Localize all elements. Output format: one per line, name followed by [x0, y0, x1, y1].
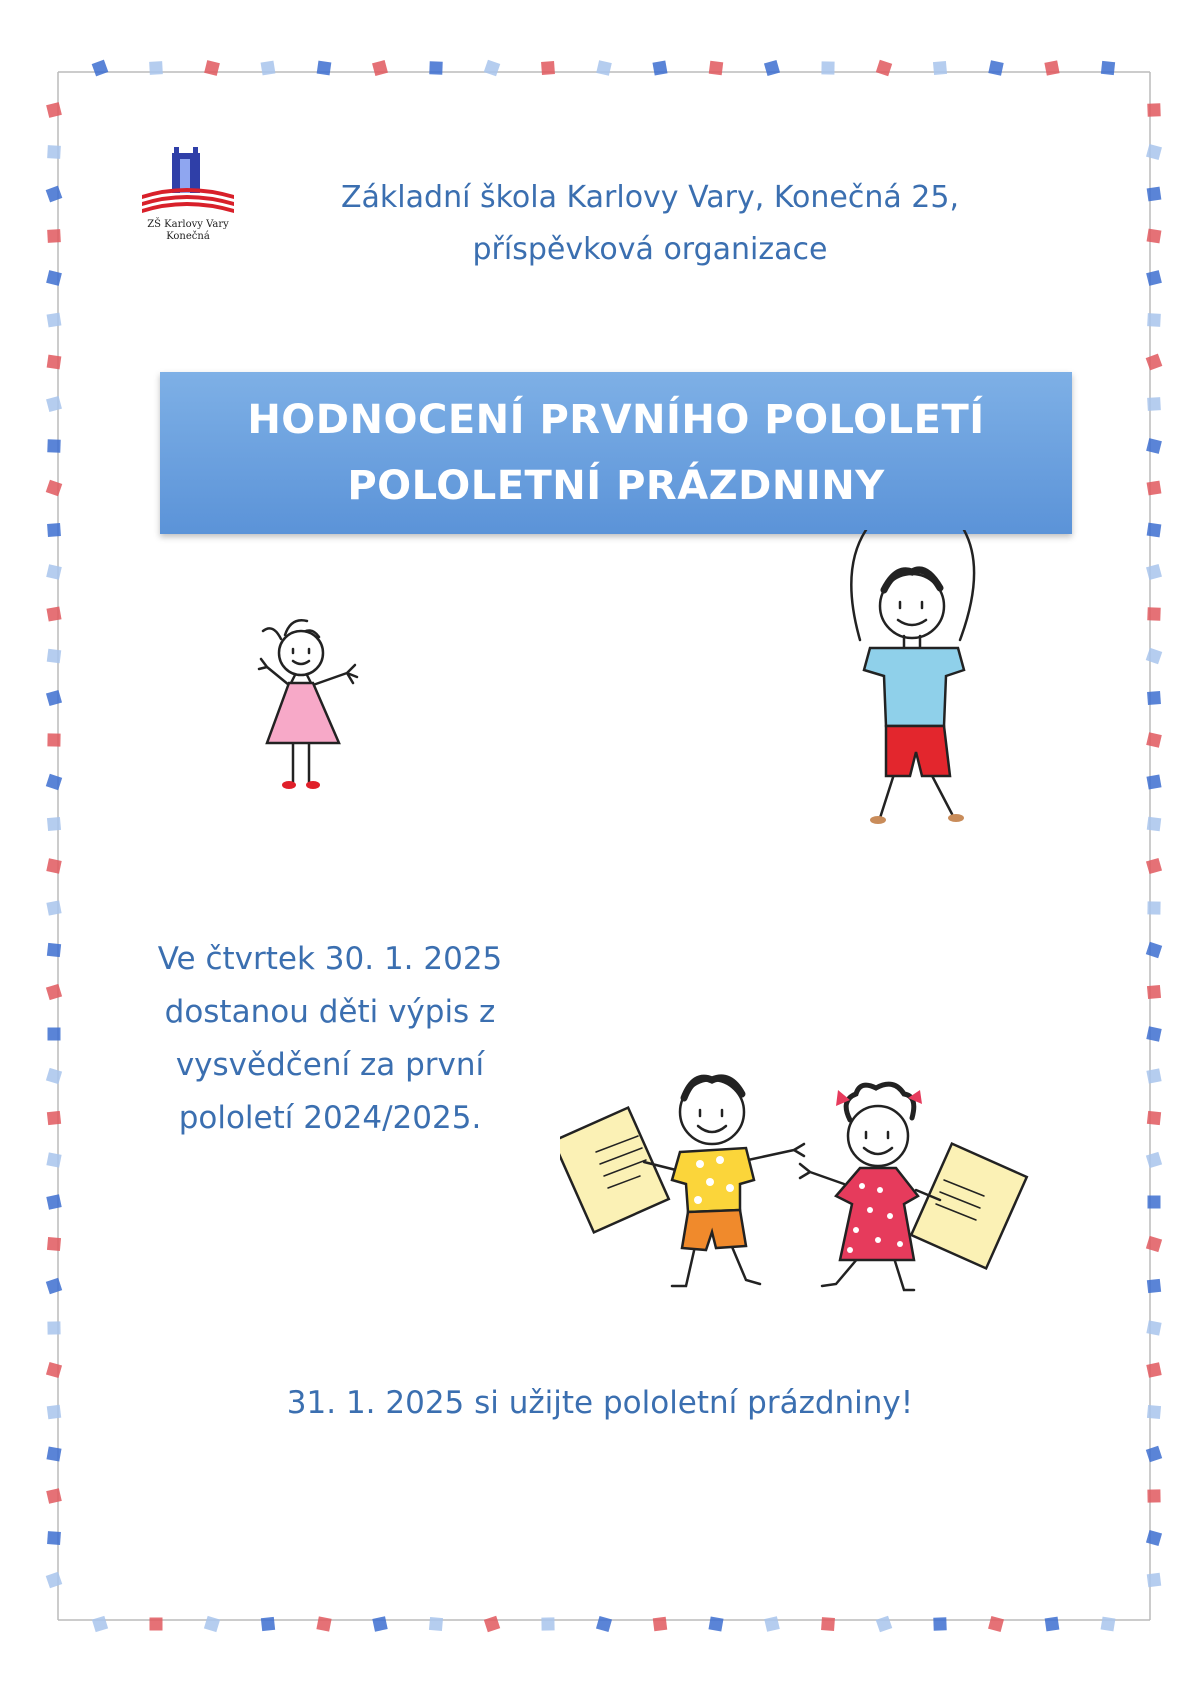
- bunting-flag: [1101, 1617, 1116, 1632]
- bunting-flag: [1101, 61, 1115, 75]
- logo-text-line1: ZŠ Karlovy Vary: [147, 219, 229, 230]
- bunting-flag: [47, 1405, 61, 1419]
- bunting-flag: [47, 355, 62, 370]
- bunting-flag: [764, 60, 780, 76]
- bunting-flag: [47, 1111, 61, 1125]
- bunting-flag: [1146, 270, 1162, 286]
- bunting-flag: [933, 1617, 946, 1630]
- bunting-flag: [317, 61, 332, 76]
- bunting-flag: [47, 733, 60, 746]
- bunting-flag: [1147, 103, 1160, 116]
- bunting-flag: [1146, 354, 1163, 371]
- bunting-flag: [484, 1616, 500, 1632]
- bunting-flag: [541, 1617, 554, 1630]
- bunting-flag: [47, 817, 61, 831]
- bunting-flag: [1147, 1573, 1161, 1587]
- bunting-flag: [46, 1362, 62, 1378]
- bunting-flag: [541, 61, 555, 75]
- bunting-flag: [1146, 1236, 1162, 1252]
- bunting-flag: [48, 1028, 61, 1041]
- bunting-flag: [876, 1616, 893, 1633]
- bunting-flag: [46, 900, 61, 915]
- bunting-flag: [1147, 901, 1160, 914]
- bunting-flag: [1147, 1405, 1161, 1419]
- bunting-flag: [46, 606, 61, 621]
- bunting-flag: [1146, 1362, 1161, 1377]
- bunting-flag: [988, 60, 1003, 75]
- bunting-flag: [1148, 1196, 1161, 1209]
- bunting-flag: [1147, 229, 1162, 244]
- bunting-flag: [1146, 732, 1162, 748]
- bunting-flag: [47, 145, 61, 159]
- bunting-flag: [1147, 523, 1162, 538]
- bunting-flag: [204, 1616, 220, 1632]
- bunting-flag: [46, 1152, 61, 1167]
- announcement-line3: vysvědčení za první: [175, 1047, 485, 1083]
- bunting-flag: [1146, 858, 1162, 874]
- bunting-flag: [764, 1616, 780, 1632]
- bunting-flag: [316, 1616, 331, 1631]
- bunting-flag: [1146, 564, 1162, 580]
- bunting-flag: [1147, 691, 1161, 705]
- bunting-flag: [46, 186, 63, 203]
- bunting-flag: [47, 1237, 61, 1251]
- bunting-flag: [261, 1617, 275, 1631]
- bunting-flag: [1146, 1530, 1162, 1546]
- bunting-flag: [596, 1616, 612, 1632]
- bunting-flag: [46, 1194, 61, 1209]
- bunting-flag: [46, 270, 62, 286]
- bunting-flag: [47, 1321, 60, 1334]
- bunting-flag: [1146, 648, 1163, 665]
- bunting-flag: [46, 690, 62, 706]
- announcement-line4: pololetí 2024/2025.: [178, 1100, 482, 1136]
- bunting-flag: [821, 61, 834, 74]
- bunting-flag: [47, 943, 61, 957]
- bunting-flag: [1045, 1617, 1060, 1632]
- bunting-flag: [1147, 817, 1161, 831]
- kids-with-report-cards: [560, 1060, 1030, 1295]
- bunting-flag: [46, 1446, 61, 1461]
- announcement-line2: dostanou děti výpis z: [164, 994, 496, 1030]
- bunting-flag: [47, 313, 62, 328]
- bunting-flag: [709, 61, 723, 75]
- bunting-flag: [988, 1616, 1004, 1632]
- bunting-flag: [92, 1616, 108, 1632]
- bunting-flag: [372, 60, 388, 76]
- bunting-flag: [46, 1488, 62, 1504]
- bunting-flag: [46, 984, 62, 1000]
- bunting-flag: [876, 60, 892, 76]
- bunting-flag: [46, 102, 62, 118]
- bunting-flag: [47, 649, 61, 663]
- bunting-flag: [1147, 607, 1160, 620]
- bunting-flag: [484, 60, 501, 77]
- bunting-flag: [46, 396, 62, 412]
- bunting-flag: [46, 564, 62, 580]
- bunting-flag: [1146, 1026, 1161, 1041]
- title-banner: [160, 372, 1072, 534]
- title-line1: HODNOCENÍ PRVNÍHO POLOLETÍ: [247, 397, 985, 443]
- bunting-flag: [204, 60, 220, 76]
- bunting-flag: [429, 1617, 443, 1631]
- bunting-flag: [1146, 1446, 1162, 1462]
- bunting-flag: [46, 1068, 62, 1084]
- bunting-flag: [708, 1616, 723, 1631]
- bunting-flag: [653, 1617, 667, 1631]
- school-name-line1: Základní škola Karlovy Vary, Konečná 25,: [341, 180, 959, 215]
- announcement-line1: Ve čtvrtek 30. 1. 2025: [157, 941, 503, 977]
- bunting-flag: [46, 1572, 63, 1589]
- report-card-announcement: [130, 933, 530, 1145]
- bunting-flag: [46, 858, 61, 873]
- bunting-flag: [1044, 60, 1059, 75]
- girl-drawing: [255, 615, 385, 800]
- bunting-flag: [47, 523, 61, 537]
- bunting-flag: [47, 229, 61, 243]
- bunting-flag: [47, 1531, 61, 1545]
- bunting-flag: [1146, 1068, 1161, 1083]
- bunting-flag: [1147, 1489, 1160, 1502]
- bunting-flag: [261, 61, 276, 76]
- logo-text-line2: Konečná: [166, 231, 210, 242]
- bunting-flag: [1147, 397, 1161, 411]
- bunting-flag: [46, 1278, 62, 1294]
- bunting-flag: [1147, 187, 1162, 202]
- bunting-flag: [1146, 1152, 1162, 1168]
- bunting-flag: [1147, 481, 1162, 496]
- bunting-flag: [1146, 438, 1162, 454]
- bunting-flag: [1147, 313, 1161, 327]
- bunting-flag: [92, 60, 109, 77]
- boy-drawing: [840, 530, 990, 830]
- bunting-flag: [429, 61, 442, 74]
- bunting-flag: [1146, 1320, 1161, 1335]
- bunting-flag: [1147, 1111, 1161, 1125]
- bunting-flag: [596, 60, 612, 76]
- school-name-header: [290, 172, 1010, 276]
- bunting-flag: [1146, 774, 1161, 789]
- school-name-line2: příspěvková organizace: [472, 232, 828, 267]
- bunting-flag: [933, 61, 947, 75]
- bunting-flag: [1147, 1279, 1161, 1293]
- bunting-flag: [372, 1616, 387, 1631]
- bunting-flag: [652, 60, 667, 75]
- bunting-flag: [46, 774, 62, 790]
- bunting-flag: [1146, 942, 1162, 958]
- bunting-flag: [46, 480, 63, 497]
- holiday-message: 31. 1. 2025 si užijte pololetní prázdniny!: [286, 1385, 914, 1421]
- bunting-flag: [1146, 144, 1162, 160]
- bunting-flag: [150, 1618, 163, 1631]
- title-line2: POLOLETNÍ PRÁZDNINY: [347, 463, 885, 509]
- bunting-flag: [1147, 985, 1161, 999]
- school-logo-graphic: [138, 145, 238, 219]
- school-logo: [138, 145, 238, 255]
- bunting-flag: [821, 1617, 835, 1631]
- bunting-flag: [47, 439, 60, 452]
- bunting-flag: [149, 61, 163, 75]
